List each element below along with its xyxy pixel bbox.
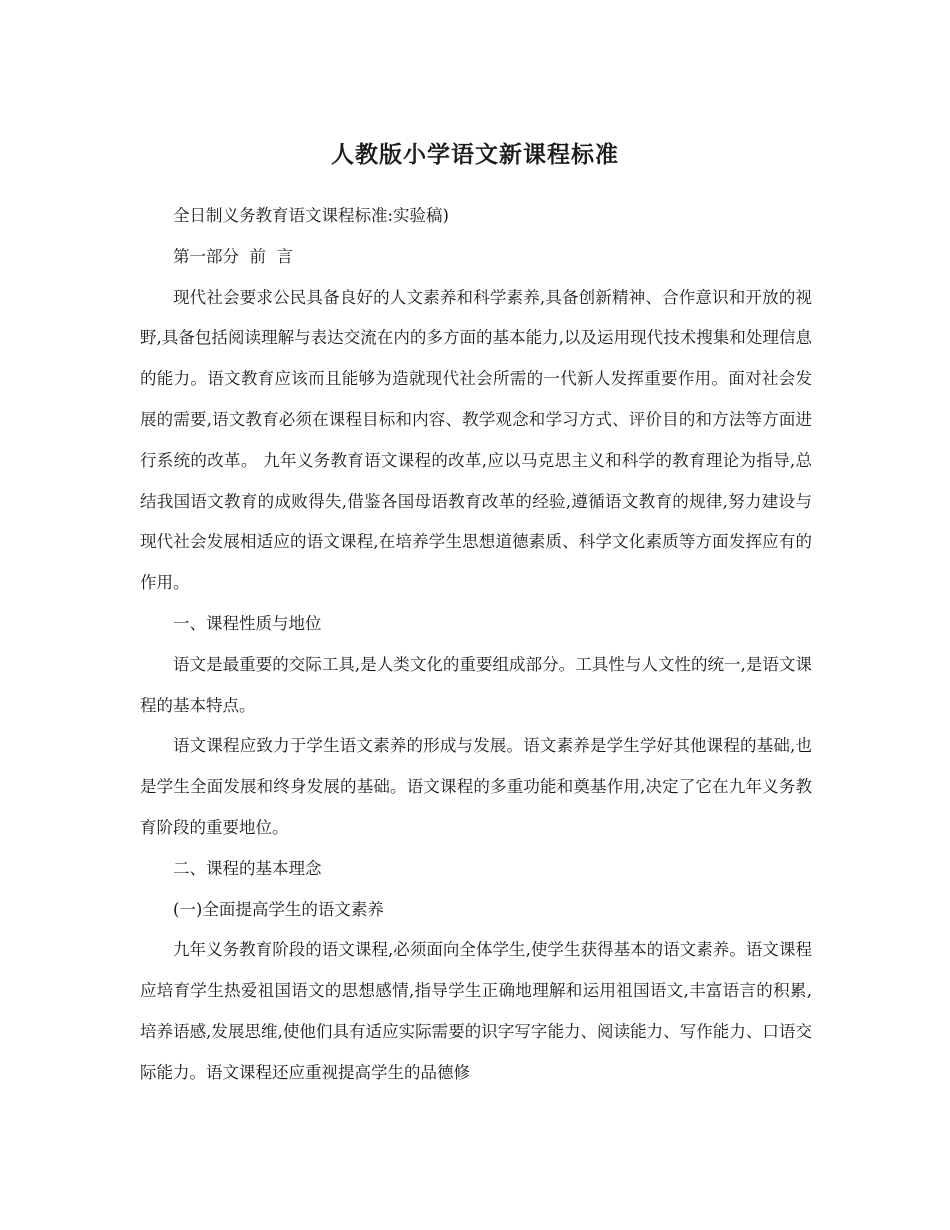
paragraph-nature: 语文是最重要的交际工具,是人类文化的重要组成部分。工具性与人文性的统一,是语文课程的基本特点。 (140, 654, 812, 715)
paragraph-preface: 现代社会要求公民具备良好的人文素养和科学素养,具备创新精神、合作意识和开放的视野,具备包括阅读理解与表达交流在内的多方面的基本能力,以及运用现代技术搜集和处理信息的能力。语文教育应该而且能够为造就现代社会所需的一代新人发挥重要作用。面对社会发展的需要,语文教育必须在课程目标和内容、教学观念和学习方式、评价目的和方法等方面进行系统的改革。 九年义务教育语文课程的改革,应以马克思主义和科学的教育理论为指导,总结我国语文教育的成败得失,借鉴各国母语教育改革的经验,遵循语文教育的规律,努力建设与现代社会发展相适应的语文课程,在培养学生思想道德素质、科学文化素质等方面发挥应有的作用。 (140, 287, 812, 593)
document-title: 人教版小学语文新课程标准 (331, 141, 619, 168)
paragraph-section-heading-1: 一、课程性质与地位 (173, 613, 322, 633)
paragraph-section-heading-2: 二、课程的基本理念 (173, 858, 322, 878)
paragraph-literacy: 九年义务教育阶段的语文课程,必须面向全体学生,使学生获得基本的语文素养。语文课程应培育学生热爱祖国语文的思想感情,指导学生正确地理解和运用祖国语文,丰富语言的积累,培养语感,发展思维,使他们具有适应实际需要的识字写字能力、阅读能力、写作能力、口语交际能力。语文课程还应重视提高学生的品德修 (140, 940, 812, 1082)
paragraph-subtitle: 全日制义务教育语文课程标准:实验稿) (173, 206, 449, 225)
paragraph-part-heading: 第一部分 前 言 (173, 246, 293, 266)
paragraph-subsection-heading-1: (一)全面提高学生的语文素养 (173, 899, 384, 919)
paragraph-status: 语文课程应致力于学生语文素养的形成与发展。语文素养是学生学好其他课程的基础,也是学生全面发展和终身发展的基础。语文课程的多重功能和奠基作用,决定了它在九年义务教育阶段的重要地位。 (140, 736, 812, 837)
document-body (140, 196, 812, 1094)
